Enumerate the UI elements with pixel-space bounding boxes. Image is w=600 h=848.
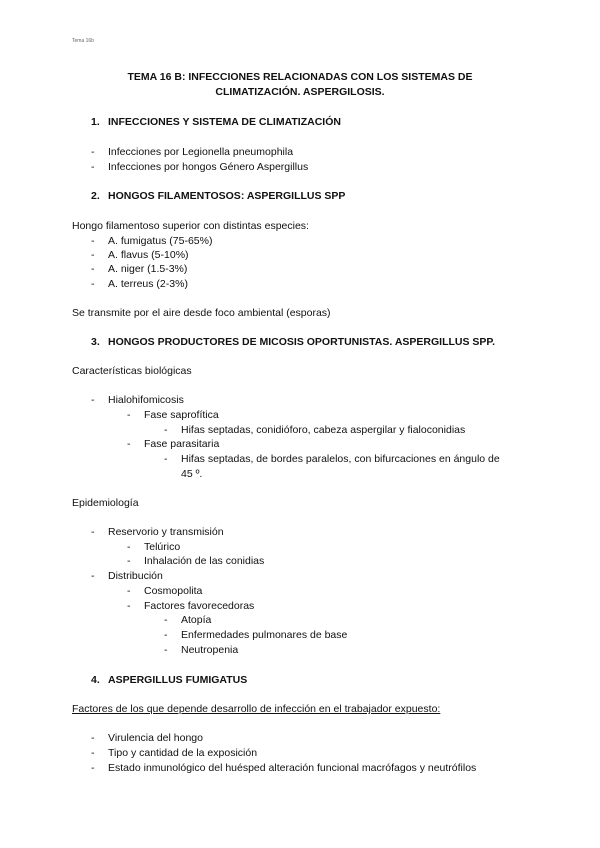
list-item: Infecciones por hongos Género Aspergillus <box>108 161 309 173</box>
bullet-dash: - <box>91 235 95 247</box>
biological-characteristics-label: Características biológicas <box>72 365 192 377</box>
list-item: Hialohifomicosis <box>108 394 184 406</box>
bullet-dash: - <box>91 732 95 744</box>
section-2-number: 2. <box>91 190 100 202</box>
bullet-dash: - <box>91 570 95 582</box>
bullet-dash: - <box>91 249 95 261</box>
bullet-dash: - <box>127 555 131 567</box>
list-item: Neutropenia <box>181 644 239 656</box>
list-item: Inhalación de las conidias <box>144 555 265 567</box>
list-item: A. flavus (5-10%) <box>108 249 189 261</box>
bullet-dash: - <box>127 585 131 597</box>
bullet-dash: - <box>91 394 95 406</box>
list-item: Enfermedades pulmonares de base <box>181 629 348 641</box>
list-item: Tipo y cantidad de la exposición <box>108 747 258 759</box>
bullet-dash: - <box>91 526 95 538</box>
list-item: Cosmopolita <box>144 585 203 597</box>
section-2-heading: HONGOS FILAMENTOSOS: ASPERGILLUS SPP <box>108 190 346 202</box>
bullet-dash: - <box>91 146 95 158</box>
list-item: A. fumigatus (75-65%) <box>108 235 213 247</box>
bullet-dash: - <box>127 409 131 421</box>
list-item: Reservorio y transmisión <box>108 526 224 538</box>
section-1-number: 1. <box>91 116 100 128</box>
document-title-line-1: TEMA 16 B: INFECCIONES RELACIONADAS CON LOS SISTEMAS DE <box>127 71 473 83</box>
species-intro: Hongo filamentoso superior con distintas especies: <box>72 220 309 232</box>
bullet-dash: - <box>91 161 95 173</box>
list-item: Fase saprofítica <box>144 409 219 421</box>
section-3-number: 3. <box>91 336 100 348</box>
bullet-dash: - <box>127 541 131 553</box>
document-title-line-2: CLIMATIZACIÓN. ASPERGILOSIS. <box>215 86 385 98</box>
bullet-dash: - <box>91 762 95 774</box>
list-item: Infecciones por Legionella pneumophila <box>108 146 294 158</box>
section-3-heading: HONGOS PRODUCTORES DE MICOSIS OPORTUNISTAS. ASPERGILLUS SPP. <box>108 336 495 348</box>
bullet-dash: - <box>164 424 168 436</box>
list-item-continuation: 45 º. <box>181 468 203 480</box>
list-item: Hifas septadas, conidióforo, cabeza aspergilar y fialoconidias <box>181 424 466 436</box>
page-header-label: Tema 16b <box>72 38 94 44</box>
list-item: Fase parasitaria <box>144 438 220 450</box>
bullet-dash: - <box>127 438 131 450</box>
list-item: Virulencia del hongo <box>108 732 203 744</box>
list-item: Hifas septadas, de bordes paralelos, con bifurcaciones en ángulo de <box>181 453 500 465</box>
section-1-heading: INFECCIONES Y SISTEMA DE CLIMATIZACIÓN <box>108 116 341 128</box>
list-item: Atopía <box>181 614 212 626</box>
factors-label: Factores de los que depende desarrollo de infección en el trabajador expuesto: <box>72 703 441 715</box>
list-item: Estado inmunológico del huésped alteración funcional macrófagos y neutrófilos <box>108 762 477 774</box>
section-4-heading: ASPERGILLUS FUMIGATUS <box>108 674 248 686</box>
epidemiology-label: Epidemiología <box>72 497 139 509</box>
bullet-dash: - <box>164 453 168 465</box>
bullet-dash: - <box>164 614 168 626</box>
bullet-dash: - <box>164 644 168 656</box>
bullet-dash: - <box>91 278 95 290</box>
transmission-text: Se transmite por el aire desde foco ambiental (esporas) <box>72 307 331 319</box>
section-4-number: 4. <box>91 674 100 686</box>
list-item: A. niger (1.5-3%) <box>108 263 188 275</box>
list-item: Distribución <box>108 570 163 582</box>
list-item: Factores favorecedoras <box>144 600 255 612</box>
bullet-dash: - <box>91 747 95 759</box>
bullet-dash: - <box>164 629 168 641</box>
bullet-dash: - <box>127 600 131 612</box>
bullet-dash: - <box>91 263 95 275</box>
list-item: Telúrico <box>144 541 181 553</box>
list-item: A. terreus (2-3%) <box>108 278 188 290</box>
